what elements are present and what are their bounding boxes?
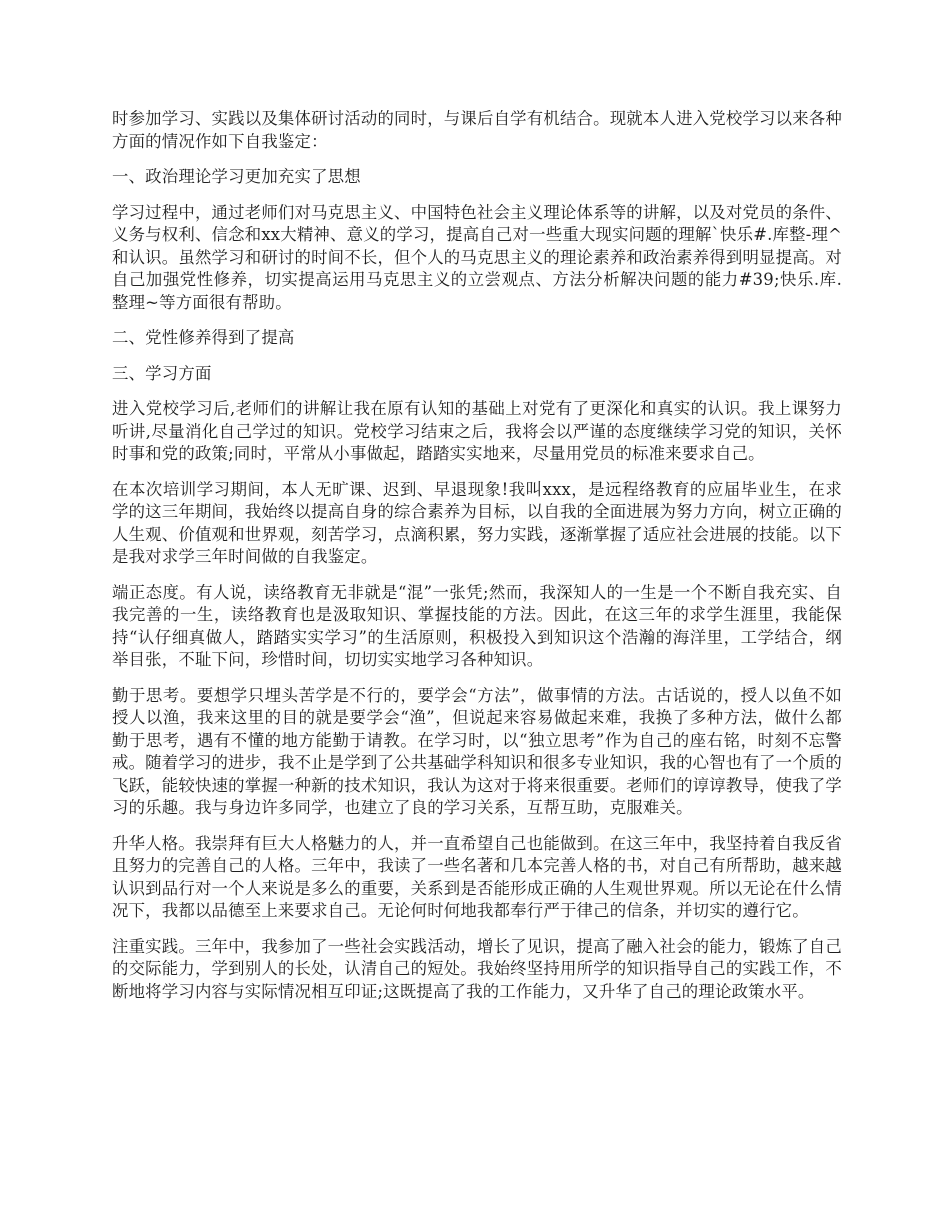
paragraph-practice: 注重实践。三年中，我参加了一些社会实践活动，增长了见识，提高了融入社会的能力，锻炼了自己的交际能力，学到别人的长处，认清自己的短处。我始终坚持用所学的知识指导自己的实践工作，不断地将学习内容与实际情况相互印证;这既提高了我的工作能力，又升华了自己的理论政策水平。	[112, 936, 842, 1001]
paragraph-intro: 时参加学习、实践以及集体研讨活动的同时，与课后自学有机结合。现就本人进入党校学习以来各种方面的情况作如下自我鉴定：	[112, 109, 842, 151]
paragraph-study-2: 在本次培训学习期间，本人无旷课、迟到、早退现象!我叫xxx，是远程络教育的应届毕业生，在求学的这三年期间，我始终以提高自身的综合素养为目标，以自我的全面进展为努力方向，树立正确的人生观、价值观和世界观，刻苦学习，点滴积累，努力实践，逐渐掌握了适应社会进展的技能。以下是我对求学三年时间做的自我鉴定。	[112, 479, 842, 566]
document-body	[112, 108, 842, 1016]
section-heading-1: 一、政治理论学习更加充实了思想	[112, 167, 361, 186]
paragraph-political-theory: 学习过程中，通过老师们对马克思主义、中国特色社会主义理论体系等的讲解，以及对党员的条件、义务与权利、信念和xx大精神、意义的学习，提高自己对一些重大现实问题的理解`快乐#.库整-理^和认识。虽然学习和研讨的时间不长，但个人的马克思主义的理论素养和政治素养得到明显提高。对自己加强党性修养，切实提高运用马克思主义的立尝观点、方法分析解决问题的能力#39;快乐.库.整理~等方面很有帮助。	[112, 202, 842, 312]
paragraph-thinking: 勤于思考。要想学只埋头苦学是不行的，要学会“方法”，做事情的方法。古话说的，授人以鱼不如授人以渔，我来这里的目的就是要学会“渔”，但说起来容易做起来难，我换了多种方法，做什么都勤于思考，遇有不懂的地方能勤于请教。在学习时，以“独立思考”作为自己的座右铭，时刻不忘警戒。随着学习的进步，我不止是学到了公共基础学科知识和很多专业知识，我的心智也有了一个质的飞跃，能较快速的掌握一种新的技术知识，我认为这对于将来很重要。老师们的谆谆教导，使我了学习的乐趣。我与身边许多同学，也建立了良的学习关系，互帮互助，克服难关。	[112, 685, 842, 817]
paragraph-character: 升华人格。我崇拜有巨大人格魅力的人，并一直希望自己也能做到。在这三年中，我坚持着自我反省且努力的完善自己的人格。三年中，我读了一些名著和几本完善人格的书，对自己有所帮助，越来越认识到品行对一个人来说是多么的重要，关系到是否能形成正确的人生观世界观。所以无论在什么情况下，我都以品德至上来要求自己。无论何时何地我都奉行严于律己的信条，并切实的遵行它。	[112, 833, 842, 920]
paragraph-attitude: 端正态度。有人说，读络教育无非就是“混”一张凭;然而，我深知人的一生是一个不断自我充实、自我完善的一生，读络教育也是汲取知识、掌握技能的方法。因此，在这三年的求学生涯里，我能保持“认仔细真做人，踏踏实实学习”的生活原则，积极投入到知识这个浩瀚的海洋里，工学结合，纲举目张，不耻下问，珍惜时间，切切实实地学习各种知识。	[112, 582, 842, 669]
section-heading-2: 二、党性修养得到了提高	[112, 328, 295, 347]
section-heading-3: 三、学习方面	[112, 363, 212, 383]
paragraph-study-1: 进入党校学习后,老师们的讲解让我在原有认知的基础上对党有了更深化和真实的认识。我上课努力听讲,尽量消化自己学过的知识。党校学习结束之后，我将会以严谨的态度继续学习党的知识，关怀时事和党的政策;同时，平常从小事做起，踏踏实实地来，尽量用党员的标准来要求自己。	[112, 399, 842, 463]
